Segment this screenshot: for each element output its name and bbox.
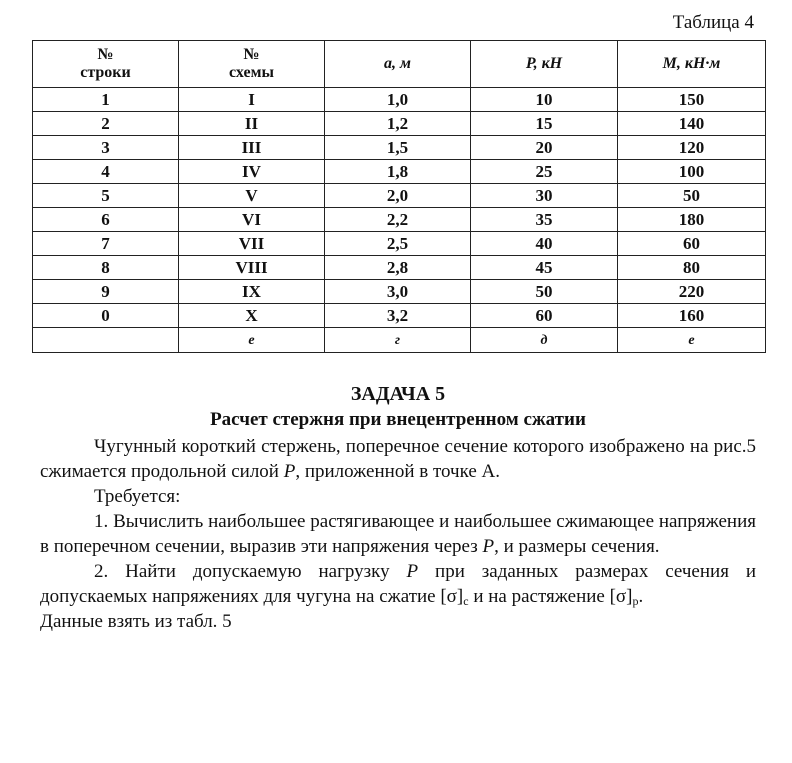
table-cell-row: 3 — [33, 136, 179, 160]
task-item-2: 2. Найти допускаемую нагрузку P при заданных размерах сечения и допускаемых напряжениях для чугуна на сжатие $[\sigma]_с$ и на растяжение $[\sigma]_р$. — [40, 561, 756, 608]
table-row — [33, 280, 766, 304]
table-cell-m: 60 — [618, 232, 766, 256]
table-row — [33, 304, 766, 328]
header-p: P, кН — [471, 41, 618, 88]
task-subtitle: Расчет стержня при внецентренном сжатии — [210, 409, 586, 430]
task-block — [40, 382, 756, 634]
table-cell-a: 1,2 — [325, 112, 471, 136]
table-cell-scheme: V — [179, 184, 325, 208]
table-cell-row: 1 — [33, 88, 179, 112]
table-cell-a: 2,8 — [325, 256, 471, 280]
table-cell-row: 9 — [33, 280, 179, 304]
table-cell-m: 100 — [618, 160, 766, 184]
table-row — [33, 160, 766, 184]
header-a: a, м — [325, 41, 471, 88]
table-letter-row — [33, 328, 766, 353]
table-cell-row: 8 — [33, 256, 179, 280]
task-data-note: Данные взять из табл. 5 — [40, 611, 232, 632]
table-cell-a: 3,0 — [325, 280, 471, 304]
table-cell-row: 4 — [33, 160, 179, 184]
table-cell-m: 50 — [618, 184, 766, 208]
table-row — [33, 112, 766, 136]
letter-cell-a: г — [325, 328, 471, 353]
table-cell-p: 50 — [471, 280, 618, 304]
table-caption: Таблица 4 — [672, 12, 754, 33]
task-required: Требуется: — [94, 486, 181, 507]
table-cell-p: 40 — [471, 232, 618, 256]
table-cell-row: 0 — [33, 304, 179, 328]
table-cell-m: 180 — [618, 208, 766, 232]
table-cell-scheme: III — [179, 136, 325, 160]
table-cell-m: 80 — [618, 256, 766, 280]
table-cell-p: 30 — [471, 184, 618, 208]
table-cell-m: 160 — [618, 304, 766, 328]
table-cell-scheme: I — [179, 88, 325, 112]
table-cell-a: 3,2 — [325, 304, 471, 328]
task-intro: Чугунный короткий стержень, поперечное сечение которого изображено на рис.5 сжимается продольной силой P, приложенной в точке А. — [40, 436, 756, 482]
table-cell-a: 1,8 — [325, 160, 471, 184]
table-cell-p: 15 — [471, 112, 618, 136]
table-cell-p: 20 — [471, 136, 618, 160]
table-row — [33, 232, 766, 256]
header-row-no: № строки — [33, 41, 179, 88]
table-cell-row: 7 — [33, 232, 179, 256]
table-row — [33, 184, 766, 208]
table-cell-scheme: VII — [179, 232, 325, 256]
table-cell-scheme: II — [179, 112, 325, 136]
table-cell-p: 35 — [471, 208, 618, 232]
table-cell-a: 2,0 — [325, 184, 471, 208]
header-m: M, кН·м — [618, 41, 766, 88]
table-cell-p: 45 — [471, 256, 618, 280]
table-cell-scheme: VIII — [179, 256, 325, 280]
table-cell-scheme: VI — [179, 208, 325, 232]
table-cell-a: 2,2 — [325, 208, 471, 232]
table-cell-a: 1,5 — [325, 136, 471, 160]
table-cell-row: 6 — [33, 208, 179, 232]
table-cell-m: 120 — [618, 136, 766, 160]
task-item-1: 1. Вычислить наибольшее растягивающее и наибольшее сжимающее напряжения в поперечном сечении, выразив эти напряжения через P, и размеры сечения. — [40, 511, 756, 557]
table-cell-p: 60 — [471, 304, 618, 328]
table-cell-row: 2 — [33, 112, 179, 136]
table-cell-m: 150 — [618, 88, 766, 112]
table-cell-m: 220 — [618, 280, 766, 304]
table-cell-m: 140 — [618, 112, 766, 136]
table-row — [33, 256, 766, 280]
table-row — [33, 88, 766, 112]
header-scheme-no: № схемы — [179, 41, 325, 88]
letter-cell-m: е — [618, 328, 766, 353]
table-cell-scheme: IX — [179, 280, 325, 304]
table-cell-a: 1,0 — [325, 88, 471, 112]
letter-cell-row — [33, 328, 179, 353]
table-cell-a: 2,5 — [325, 232, 471, 256]
letter-cell-p: д — [471, 328, 618, 353]
table-cell-scheme: X — [179, 304, 325, 328]
table-row — [33, 208, 766, 232]
table-row — [33, 136, 766, 160]
letter-cell-scheme: е — [179, 328, 325, 353]
table-cell-p: 10 — [471, 88, 618, 112]
table-header-row — [33, 41, 766, 88]
table-cell-scheme: IV — [179, 160, 325, 184]
task-title: ЗАДАЧА 5 — [350, 383, 446, 405]
table-cell-p: 25 — [471, 160, 618, 184]
data-table — [32, 40, 766, 353]
table-cell-row: 5 — [33, 184, 179, 208]
